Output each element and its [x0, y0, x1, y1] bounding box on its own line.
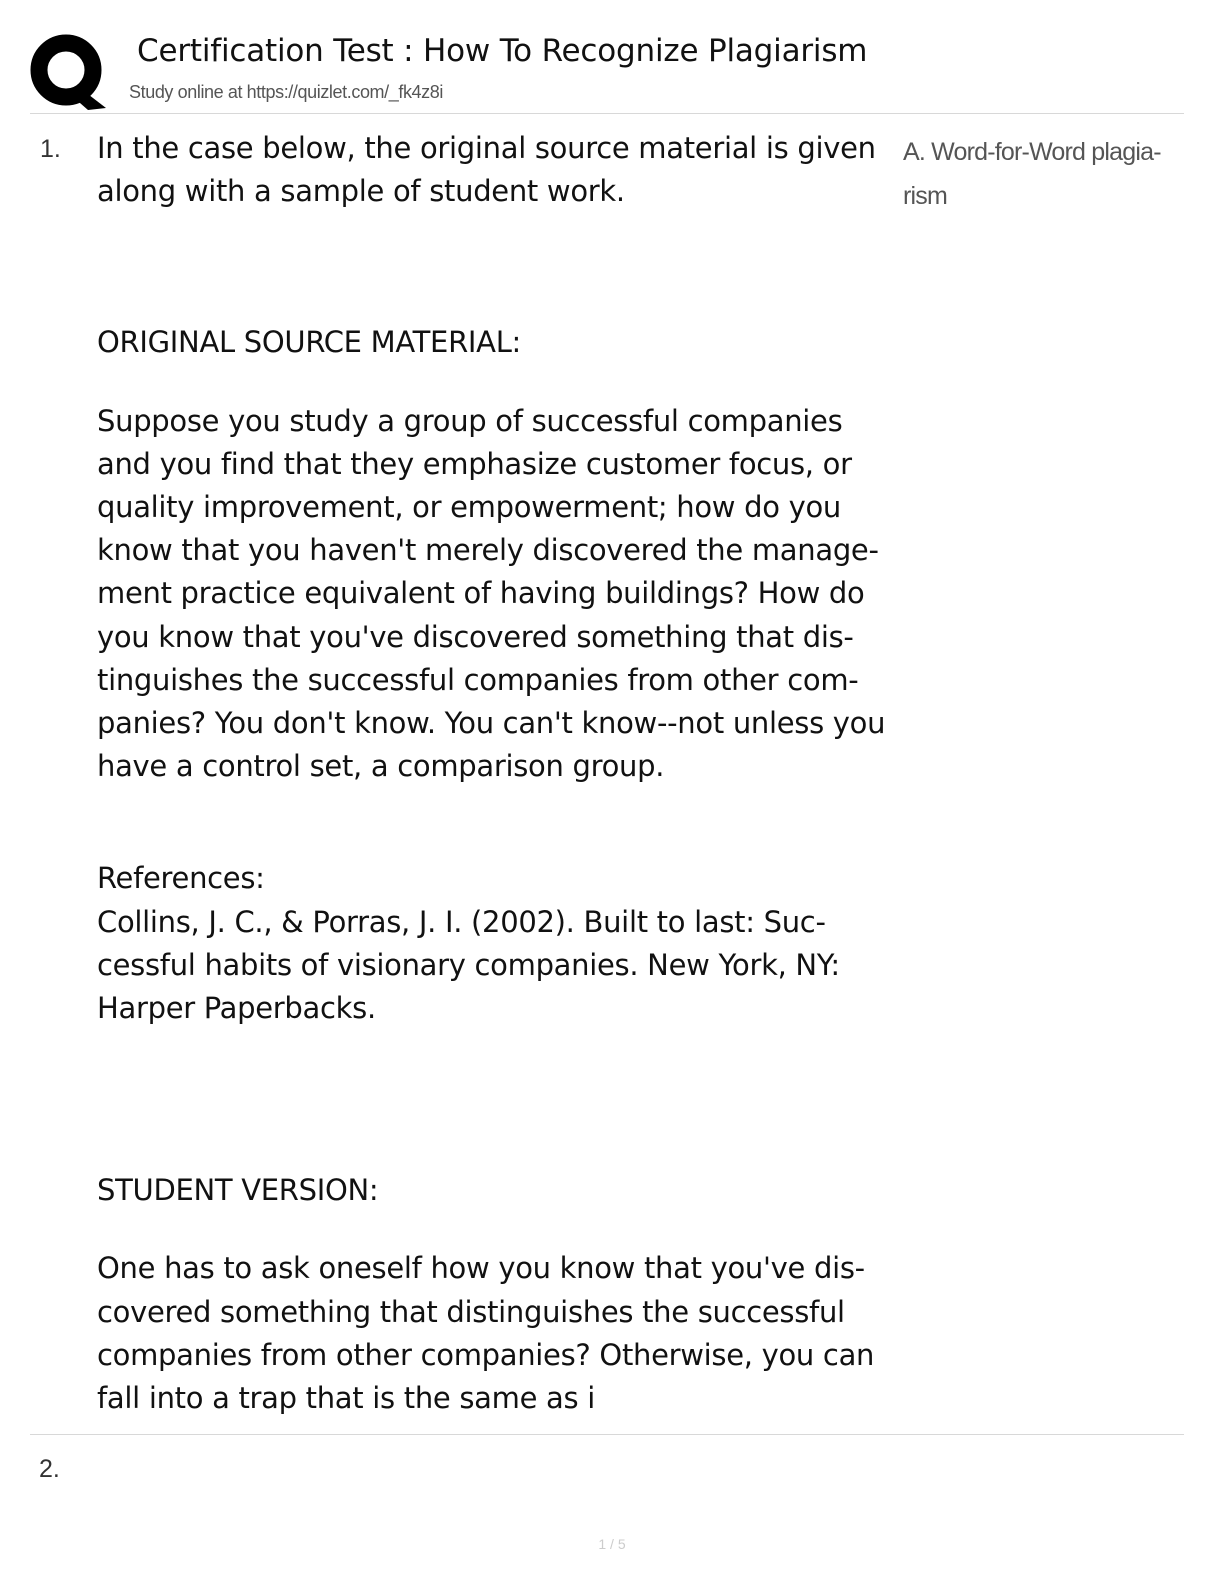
student-text: One has to ask oneself how you know that you've dis- covered something that distinguishes the successful companies from other companies? Otherwise, you can fall into a trap that is the same as i	[97, 1251, 875, 1416]
source-heading: ORIGINAL SOURCE MATERIAL:	[97, 325, 522, 360]
header-divider	[30, 113, 1184, 114]
question-body	[97, 127, 897, 1420]
question-number-2: 2.	[39, 1455, 60, 1483]
references-text: Collins, J. C., & Porras, J. I. (2002). Built to last: Suc- cessful habits of visionary companies. New York, NY: Harper Paperbacks.	[97, 904, 840, 1026]
quizlet-logo-icon	[28, 30, 110, 112]
question-divider	[30, 1434, 1184, 1435]
source-text: Suppose you study a group of successful companies and you find that they emphasize customer focus, or quality improvement, or empowerment; how do you know that you haven't merely discovered the manage- ment practice equivalent of having buildings? How do you know that you've discovered something that dis- tinguishes the successful companies from other com- panies? You don't know. You can't know--not unless you have a control set, a comparison group.	[97, 403, 886, 784]
page-number: 1 / 5	[598, 1536, 626, 1552]
question-number: 1.	[40, 135, 61, 163]
references-heading: References:	[97, 861, 265, 896]
answer-text: A. Word-for-Word plagia- rism	[903, 138, 1161, 210]
question-prompt: In the case below, the original source material is given along with a sample of student work.	[97, 131, 876, 209]
student-heading: STUDENT VERSION:	[97, 1173, 379, 1208]
study-link[interactable]: Study online at https://quizlet.com/_fk4z8i	[129, 82, 443, 102]
page-title: Certification Test : How To Recognize Plagiarism	[137, 33, 868, 69]
